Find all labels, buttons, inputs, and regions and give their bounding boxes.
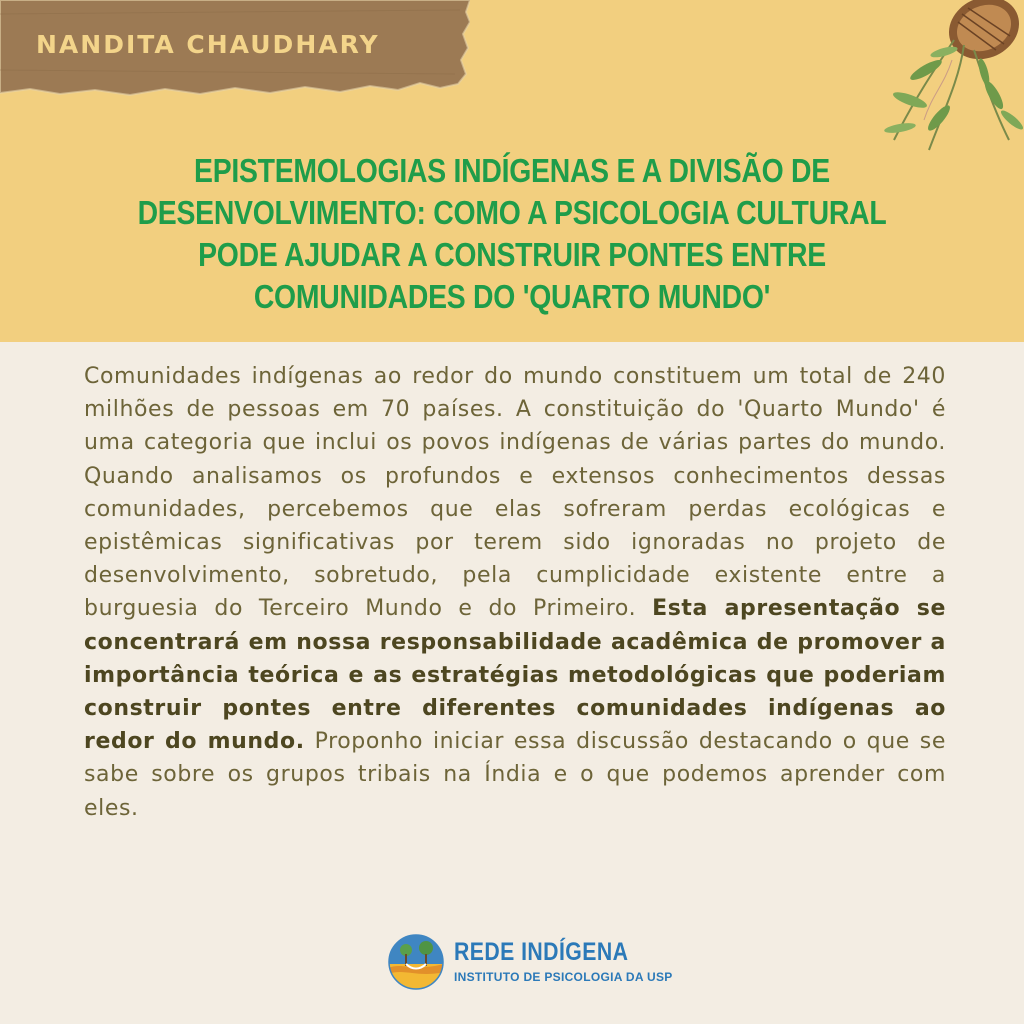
author-name: NANDITA CHAUDHARY bbox=[36, 30, 380, 59]
logo-title: REDE INDÍGENA bbox=[454, 938, 629, 966]
abstract-closing: Proponho iniciar essa discussão destacando o que se sabe sobre os grupos tribais na Índia e o que podemos aprender com eles. bbox=[84, 729, 946, 821]
plant-basket-icon bbox=[834, 0, 1024, 160]
abstract-highlight: Esta apresentação se concentrará em nossa responsabilidade acadêmica de promover a importância teórica e as estratégias metodológicas que poderiam construir pontes entre diferentes comunidades indígenas ao redor do mundo. bbox=[84, 596, 946, 755]
logo-subtitle: INSTITUTO DE PSICOLOGIA DA USP bbox=[454, 970, 673, 984]
talk-title: EPISTEMOLOGIAS INDÍGENAS E A DIVISÃO DE DESENVOLVIMENTO: COMO A PSICOLOGIA CULTURAL PODE AJUDAR A CONSTRUIR PONTES ENTRE COMUNIDADES DO 'QUARTO MUNDO' bbox=[137, 152, 887, 315]
footer-logo bbox=[388, 934, 673, 990]
rede-indigena-logo-icon bbox=[388, 934, 444, 990]
abstract-text bbox=[84, 360, 946, 825]
abstract-intro: Comunidades indígenas ao redor do mundo constituem um total de 240 milhões de pessoas em 70 países. A constituição do 'Quarto Mundo' é uma categoria que inclui os povos indígenas de várias partes do mundo. Quando analisamos os profundos e extensos conhecimentos dessas comunidades, percebemos que elas sofreram perdas ecológicas e epistêmicas significativas por terem sido ignoradas no projeto de desenvolvimento, sobretudo, pela cumplicidade existente entre a burguesia do Terceiro Mundo e do Primeiro. bbox=[84, 364, 946, 622]
